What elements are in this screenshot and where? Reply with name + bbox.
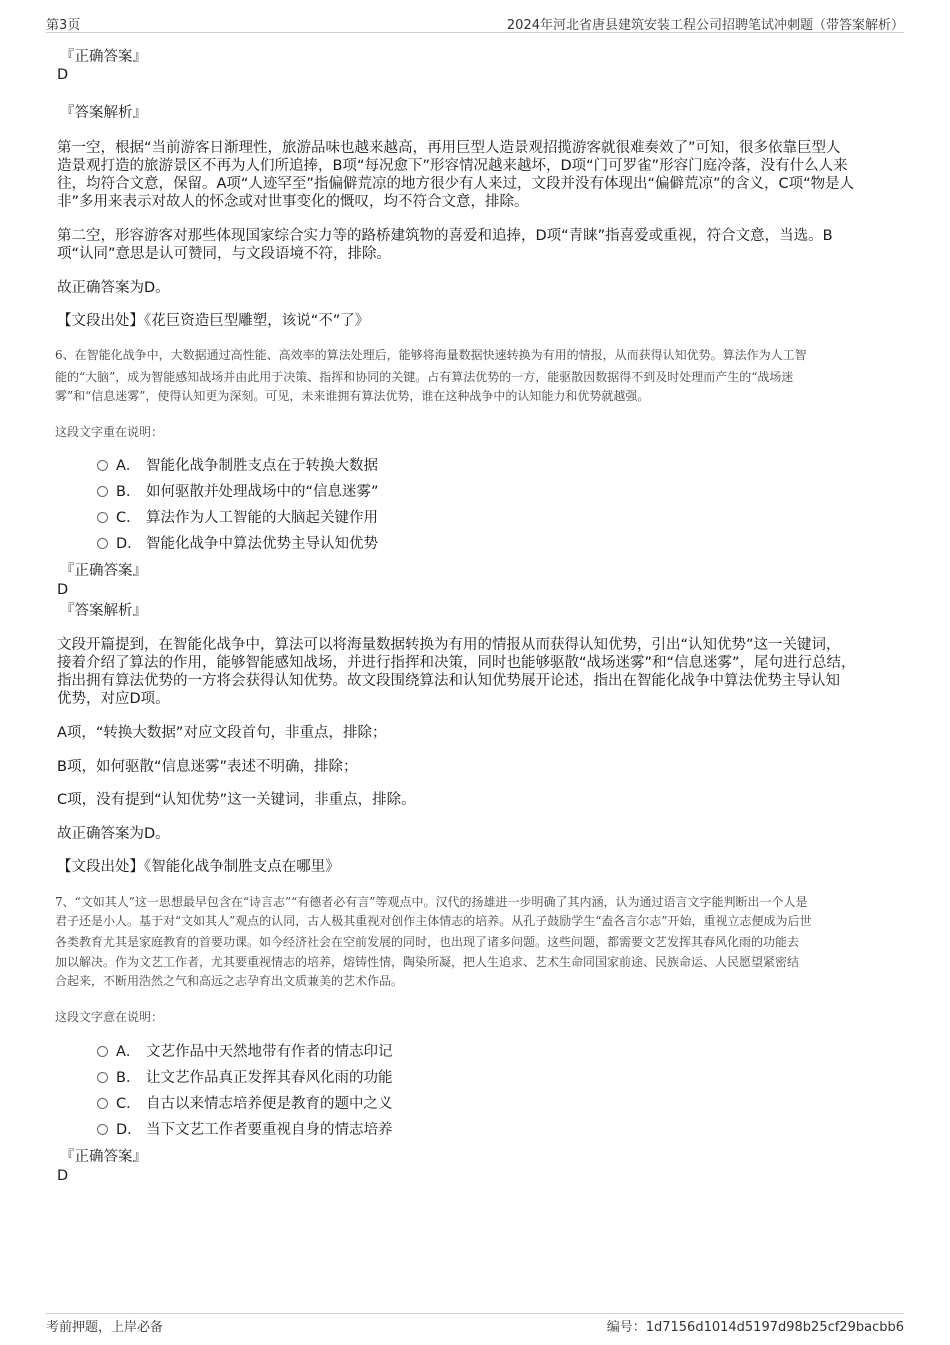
radio-icon[interactable] [97, 1072, 108, 1083]
q7-option-d[interactable]: D． 当下文艺工作者要重视自身的情志培养 [97, 1120, 393, 1140]
q6-note-c: C项，没有提到“认知优势”这一关键词，非重点，排除。 [57, 792, 416, 808]
q6-note-b: B项，如何驱散“信息迷雾”表述不明确，排除； [57, 759, 358, 775]
q7-answer: D [57, 1168, 69, 1184]
radio-icon[interactable] [97, 460, 108, 471]
q7-stem-line1: 7、“文如其人”这一思想最早包含在“诗言志”“有德者必有言”等观点中。汉代的扬雄进一步明确了其内涵，认为通过语言文字能判断出一个人是 [55, 895, 808, 909]
q6-option-b[interactable]: B． 如何驱散并处理战场中的“信息迷雾” [97, 482, 379, 502]
q5-para1-line1: 第一空，根据“当前游客日渐理性，旅游品味也越来越高，再用巨型人造景观招揽游客就很难奏效了”可知，很多依靠巨型人 [57, 140, 841, 156]
page-number: 第3页 [46, 18, 81, 33]
radio-icon[interactable] [97, 1046, 108, 1057]
q5-answer-label: 『正确答案』 [60, 49, 147, 65]
q6-answer: D [57, 582, 69, 598]
q7-answer-label: 『正确答案』 [60, 1149, 147, 1165]
footer-slogan: 考前押题，上岸必备 [46, 1320, 164, 1335]
q7-stem-line2: 君子还是小人。基于对“文如其人”观点的认同，古人极其重视对创作主体情志的培养。从孔子鼓励学生“盍各言尔志”开始，重视立志便成为后世 [55, 914, 812, 928]
q7-option-a[interactable]: A． 文艺作品中天然地带有作者的情志印记 [97, 1042, 393, 1062]
q5-para1-line2: 造景观打造的旅游景区不再为人们所追捧，B项“每况愈下”形容情况越来越坏，D项“门可罗雀”形容门庭冷落，没有什么人来 [57, 158, 848, 174]
q5-analysis-label: 『答案解析』 [60, 105, 147, 121]
q6-conclusion: 故正确答案为D。 [57, 826, 170, 842]
q5-answer: D [57, 67, 69, 83]
q5-source: 【文段出处】《花巨资造巨型雕塑，该说“不”了》 [57, 313, 370, 329]
q6-source: 【文段出处】《智能化战争制胜支点在哪里》 [57, 859, 340, 875]
q6-note-a: A项，“转换大数据”对应文段首句，非重点，排除； [57, 725, 387, 741]
radio-icon[interactable] [97, 512, 108, 523]
q6-option-a[interactable]: A． 智能化战争制胜支点在于转换大数据 [97, 456, 378, 476]
radio-icon[interactable] [97, 1124, 108, 1135]
radio-icon[interactable] [97, 538, 108, 549]
radio-icon[interactable] [97, 1098, 108, 1109]
q6-option-d[interactable]: D． 智能化战争中算法优势主导认知优势 [97, 534, 378, 554]
q6-analysis-line2: 接着介绍了算法的作用，能够智能感知战场，并进行指挥和决策，同时也能够驱散“战场迷雾”和“信息迷雾”，尾句进行总结， [57, 655, 856, 671]
q5-para2-line1: 第二空，形容游客对那些体现国家综合实力等的路桥建筑物的喜爱和追捧，D项“青睐”指喜爱或重视，符合文意，当选。B [57, 228, 833, 244]
q7-prompt: 这段文字意在说明： [55, 1010, 164, 1024]
radio-icon[interactable] [97, 486, 108, 497]
q6-prompt: 这段文字重在说明： [55, 425, 164, 439]
page-header [46, 12, 904, 33]
q6-answer-label: 『正确答案』 [60, 563, 147, 579]
q7-stem-line4: 加以解决。作为文艺工作者，尤其要重视情志的培养，熔铸性情，陶染所凝，把人生追求、艺术生命同国家前途、民族命运、人民愿望紧密结 [55, 955, 800, 969]
document-id: 编号：1d7156d1014d5197d98b25cf29bacbb6 [606, 1320, 904, 1335]
q5-para2-line2: 项“认同”意思是认可赞同，与文段语境不符，排除。 [57, 246, 392, 262]
q5-para1-line4: 非”多用来表示对故人的怀念或对世事变化的慨叹，均不符合文意，排除。 [57, 194, 529, 210]
q6-analysis-line1: 文段开篇提到，在智能化战争中，算法可以将海量数据转换为有用的情报从而获得认知优势，引出“认知优势”这一关键词， [57, 637, 841, 653]
q6-stem-line2: 能的“大脑”，成为智能感知战场并由此用于决策、指挥和协同的关键。占有算法优势的一方，能驱散因数据得不到及时处理而产生的“战场迷 [55, 370, 794, 384]
q5-conclusion: 故正确答案为D。 [57, 280, 170, 296]
q7-option-b[interactable]: B． 让文艺作品真正发挥其春风化雨的功能 [97, 1068, 393, 1088]
q7-stem-line5: 合起来，不断用浩然之气和高远之志孕育出文质兼美的艺术作品。 [55, 974, 404, 988]
q7-stem-line3: 各类教育尤其是家庭教育的首要功课。如今经济社会在空前发展的同时，也出现了诸多问题。这些问题，都需要文艺发挥其春风化雨的功能去 [55, 935, 800, 949]
q6-stem-line3: 雾”和“信息迷雾”，使得认知更为深刻。可见，未来谁拥有算法优势，谁在这种战争中的认知能力和优势就越强。 [55, 389, 650, 403]
q6-analysis-line4: 优势，对应D项。 [57, 691, 170, 707]
q6-analysis-label: 『答案解析』 [60, 603, 147, 619]
document-title: 2024年河北省唐县建筑安装工程公司招聘笔试冲刺题（带答案解析） [506, 18, 904, 33]
q6-analysis-line3: 指出拥有算法优势的一方将会获得认知优势。故文段围绕算法和认知优势展开论述，指出在智能化战争中算法优势主导认知 [57, 673, 840, 689]
q7-option-c[interactable]: C． 自古以来情志培养便是教育的题中之义 [97, 1094, 393, 1114]
q6-option-c[interactable]: C． 算法作为人工智能的大脑起关键作用 [97, 508, 378, 528]
q6-stem-line1: 6、在智能化战争中，大数据通过高性能、高效率的算法处理后，能够将海量数据快速转换为有用的情报，从而获得认知优势。算法作为人工智 [55, 348, 807, 362]
q5-para1-line3: 往，均符合文意，保留。A项“人迹罕至”指偏僻荒凉的地方很少有人来过，文段并没有体现出“偏僻荒凉”的含义，C项“物是人 [57, 176, 855, 192]
page-footer [46, 1313, 904, 1334]
